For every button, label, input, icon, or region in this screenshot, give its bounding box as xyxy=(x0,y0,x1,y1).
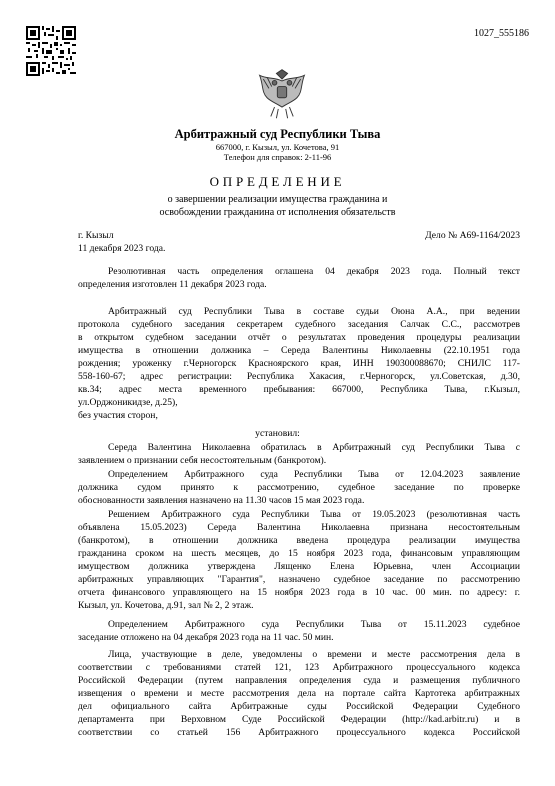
body-line: кв.34; адрес места временного пребывания: 667000, Республика Тыва, г.Кызыл, xyxy=(78,384,520,395)
body-line: Определением Арбитражного суда Республики Тыва от 12.04.2023 заявление xyxy=(108,469,520,480)
document-city: г. Кызыл xyxy=(78,230,114,241)
coat-of-arms-emblem xyxy=(254,66,310,122)
body-line: заявлением о признании себя несостоятельным (банкротом). xyxy=(78,455,327,466)
body-line: Арбитражный суд Республики Тыва в составе судьи Оюна А.А., при ведении xyxy=(108,306,520,317)
body-line: Середа Валентина Николаевна обратилась в Арбитражный суд Республики Тыва с xyxy=(108,442,520,453)
body-line: ул.Орджоникидзе, д.25), xyxy=(78,397,178,408)
body-line: рождения; уроженку г.Черногорск Красноярского края, ИНН 190300088670; СНИЛС 117- xyxy=(78,358,520,369)
body-line: арбитражных управляющих "Гарантия", назначено судебное заседание по рассмотрению xyxy=(78,574,520,585)
body-line: гражданина сроком на шесть месяцев, до 15 ноября 2023 года, финансовым управляющим xyxy=(78,548,520,559)
court-name: Арбитражный суд Республики Тыва xyxy=(174,127,381,141)
body-line: дел официального сайта Арбитражные суды Российской Федерации Судебного xyxy=(78,701,520,712)
body-line: Лица, участвующие в деле, уведомлены о времени и месте рассмотрения дела в xyxy=(108,649,520,660)
document-date: 11 декабря 2023 года. xyxy=(78,243,166,254)
body-line: извещения о времени и месте рассмотрения дела на портале сайта Картотека арбитражных xyxy=(78,688,520,699)
established-heading: установил: xyxy=(255,428,300,439)
body-line: соответствии со статьей 156 Арбитражного процессуального кодекса Российской xyxy=(78,727,520,738)
body-line: протокола судебного заседания секретарем судебного заседания Салчак С.С., рассмотрев xyxy=(78,319,520,330)
document-subtitle-line: о завершении реализации имущества гражданина и xyxy=(167,194,388,205)
body-line: Решением Арбитражного суда Республики Тыва от 19.05.2023 (резолютивная часть xyxy=(108,509,520,520)
court-address: 667000, г. Кызыл, ул. Кочетова, 91 xyxy=(215,142,340,152)
body-line: отчета финансового управляющего на 15 ноября 2023 года в 10 час. 00 мин. по адресу: г. xyxy=(78,587,520,598)
body-line: имуществом должника утверждена Лященко Елена Юрьевна, член Ассоциации xyxy=(78,561,520,572)
body-line: Кызыл, ул. Кочетова, д.91, зал № 2, 2 этаж. xyxy=(78,600,254,611)
body-line: Резолютивная часть определения оглашена 04 декабря 2023 года. Полный текст xyxy=(108,266,520,277)
body-line: определения изготовлен 11 декабря 2023 года. xyxy=(78,279,267,290)
body-line: департамента при Верховном Суде Российской Федерации (http://kad.arbitr.ru) и в xyxy=(78,714,520,725)
body-line: объявлена 15.05.2023) Середа Валентина Николаевна признана несостоятельным xyxy=(78,522,520,533)
body-line: Определением Арбитражного суда Республики Тыва от 15.11.2023 судебное xyxy=(108,619,520,630)
court-phone: Телефон для справок: 2-11-96 xyxy=(223,152,332,162)
body-line: в открытом судебном заседании отчёт о результатах проведения процедуры реализации xyxy=(78,332,520,343)
document-id: 1027_555186 xyxy=(474,28,529,39)
qr-code xyxy=(26,26,76,76)
body-line: 558-160-67; адрес регистрации: Республика Хакасия, г.Черногорск, ул.Советская, д.30, xyxy=(78,371,520,382)
body-line: Российской Федерации (путем направления определения суда и размещения публичного xyxy=(78,675,520,686)
body-line: заседание отложено на 04 декабря 2023 года на 11 час. 50 мин. xyxy=(78,632,334,643)
body-line: (банкротом), в отношении должника введена процедура реализации имущества xyxy=(78,535,520,546)
body-line: без участия сторон, xyxy=(78,410,158,421)
body-line: должника судом принято к рассмотрению, судебное заседание по проверке xyxy=(78,482,520,493)
body-line: имущества в отношении должника – Середа Валентины Николаевны (22.10.1951 года xyxy=(78,345,520,356)
document-title: ОПРЕДЕЛЕНИЕ xyxy=(209,174,346,189)
document-subtitle-line: освобождении гражданина от исполнения обязательств xyxy=(159,207,396,218)
case-number: Дело № А69-1164/2023 xyxy=(425,230,520,241)
body-line: обоснованности заявления назначено на 11.30 часов 15 мая 2023 года. xyxy=(78,495,365,506)
body-line: соответствии с требованиями статей 121, 123 Арбитражного процессуального кодекса xyxy=(78,662,520,673)
